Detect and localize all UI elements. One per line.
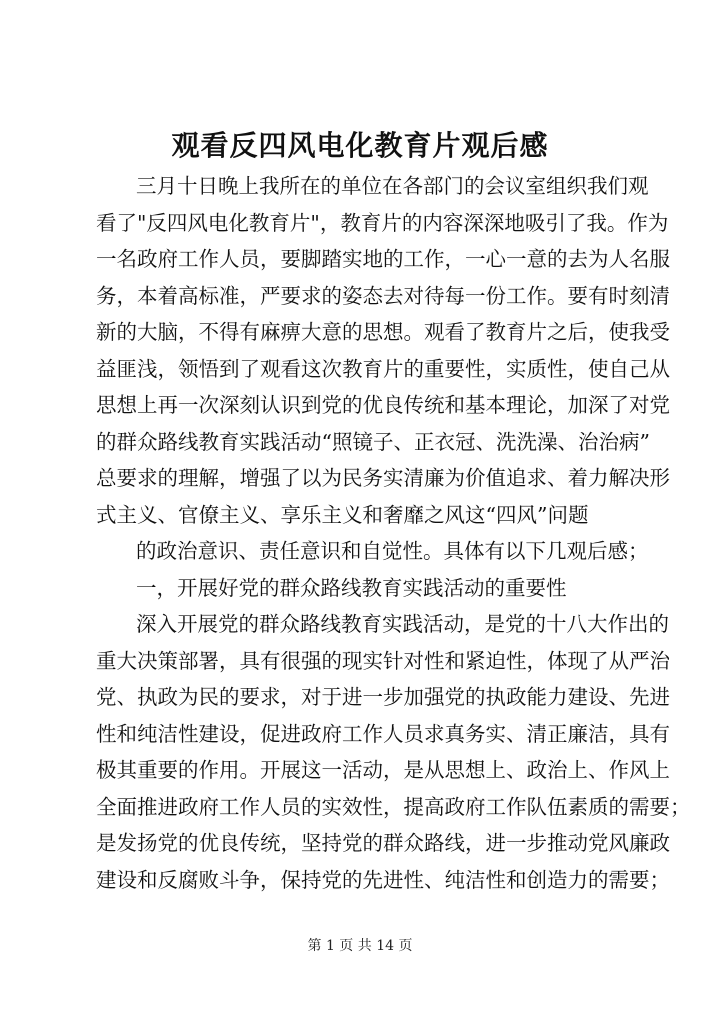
body-line: 重大决策部署，具有很强的现实针对性和紧迫性，体现了从严治 xyxy=(96,648,670,673)
body-line: 极其重要的作用。开展这一活动，是从思想上、政治上、作风上 xyxy=(96,758,670,782)
body-line: 党、执政为民的要求，对于进一步加强党的执政能力建设、先进 xyxy=(96,685,670,709)
body-line: 新的大脑，不得有麻痹大意的思想。观看了教育片之后，使我受 xyxy=(96,320,670,344)
body-line: 建设和反腐败斗争，保持党的先进性、纯洁性和创造力的需要； xyxy=(96,867,670,892)
body-line: 是发扬党的优良传统，坚持党的群众路线，进一步推动党风廉政 xyxy=(96,831,670,855)
body-line: 的群众路线教育实践活动“照镜子、正衣冠、洗洗澡、治治病” xyxy=(96,429,650,454)
body-line: 三月十日晚上我所在的单位在各部门的会议室组织我们观 xyxy=(136,174,649,198)
body-line: 的政治意识、责任意识和自觉性。具体有以下几观后感； xyxy=(136,539,649,563)
page-number-footer: 第 1 页 共 14 页 xyxy=(307,938,413,954)
body-line: 看了"反四风电化教育片"，教育片的内容深深地吸引了我。作为 xyxy=(96,210,669,235)
section-heading: 一，开展好党的群众路线教育实践活动的重要性 xyxy=(136,575,567,600)
body-line: 思想上再一次深刻认识到党的优良传统和基本理论，加深了对党 xyxy=(96,393,670,417)
document-title: 观看反四风电化教育片观后感 xyxy=(171,129,549,162)
body-line: 务，本着高标准，严要求的姿态去对待每一份工作。要有时刻清 xyxy=(96,283,670,308)
body-line: 式主义、官僚主义、享乐主义和奢靡之风这“四风”问题 xyxy=(96,502,589,527)
body-line: 深入开展党的群众路线教育实践活动，是党的十八大作出的 xyxy=(136,612,669,636)
body-line: 一名政府工作人员，要脚踏实地的工作，一心一意的去为人名服 xyxy=(96,247,670,271)
body-line: 性和纯洁性建设，促进政府工作人员求真务实、清正廉洁，具有 xyxy=(96,721,670,746)
body-line: 总要求的理解，增强了以为民务实清廉为价值追求、着力解决形 xyxy=(96,466,670,490)
body-line: 益匪浅，领悟到了观看这次教育片的重要性，实质性，使自己从 xyxy=(96,356,670,381)
document-body xyxy=(96,168,691,898)
body-line: 全面推进政府工作人员的实效性，提高政府工作队伍素质的需要； xyxy=(96,794,691,819)
